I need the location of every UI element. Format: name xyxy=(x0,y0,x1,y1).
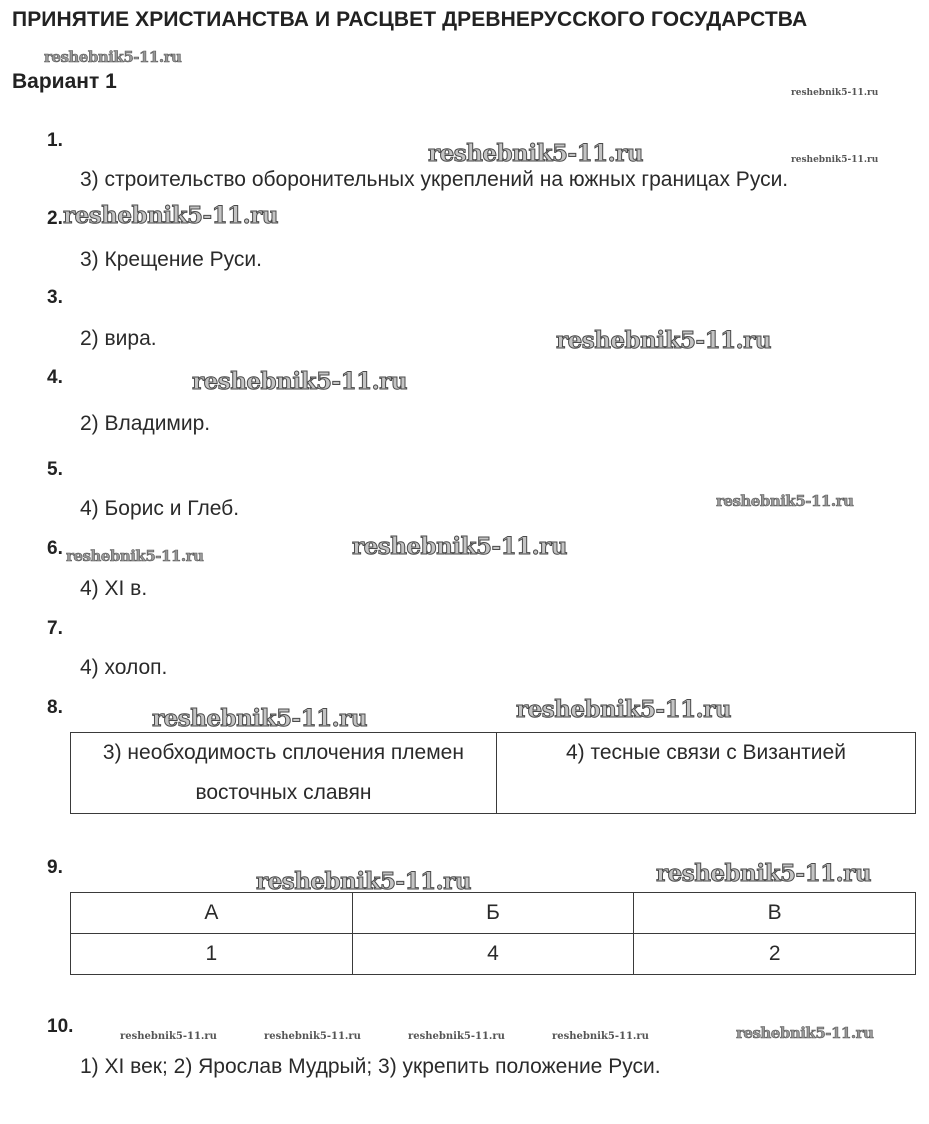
table-row xyxy=(71,934,916,975)
variant-heading: Вариант 1 xyxy=(12,70,117,93)
answer-8-cell-left: 3) необходимость сплочения племен восточных славян xyxy=(71,733,497,814)
question-number-2: 2. xyxy=(47,208,63,229)
question-number-8: 8. xyxy=(47,697,63,718)
page-title: ПРИНЯТИЕ ХРИСТИАНСТВА И РАСЦВЕТ ДРЕВНЕРУССКОГО ГОСУДАРСТВА xyxy=(12,8,808,31)
watermark: reshebnik5-11.ru xyxy=(791,155,879,165)
watermark: reshebnik5-11.ru xyxy=(736,1024,874,1042)
question-number-1: 1. xyxy=(47,130,63,151)
answer-4: 2) Владимир. xyxy=(80,412,211,435)
table-header-cell: Б xyxy=(352,893,634,934)
watermark: reshebnik5-11.ru xyxy=(66,547,204,565)
watermark: reshebnik5-11.ru xyxy=(63,202,278,229)
watermark: reshebnik5-11.ru xyxy=(120,1031,217,1042)
table-header-cell: В xyxy=(634,893,916,934)
watermark: reshebnik5-11.ru xyxy=(656,860,871,887)
watermark: reshebnik5-11.ru xyxy=(352,533,567,560)
question-number-7: 7. xyxy=(47,618,63,639)
watermark: reshebnik5-11.ru xyxy=(256,868,471,895)
watermark: reshebnik5-11.ru xyxy=(552,1031,649,1042)
watermark: reshebnik5-11.ru xyxy=(152,705,367,732)
answer-10: 1) XI век; 2) Ярослав Мудрый; 3) укрепить положение Руси. xyxy=(80,1055,661,1078)
watermark: reshebnik5-11.ru xyxy=(791,88,879,98)
answer-8-table xyxy=(70,732,916,814)
table-cell: 1 xyxy=(71,934,353,975)
watermark: reshebnik5-11.ru xyxy=(192,368,407,395)
answer-7: 4) холоп. xyxy=(80,656,168,679)
table-cell: 4 xyxy=(352,934,634,975)
answer-1: 3) строительство оборонительных укреплений на южных границах Руси. xyxy=(80,168,789,191)
answer-9-table xyxy=(70,892,916,975)
watermark: reshebnik5-11.ru xyxy=(264,1031,361,1042)
question-number-6: 6. xyxy=(47,538,63,559)
question-number-3: 3. xyxy=(47,287,63,308)
table-header-cell: А xyxy=(71,893,353,934)
answer-5: 4) Борис и Глеб. xyxy=(80,497,240,520)
answer-6: 4) XI в. xyxy=(80,577,148,600)
answer-3: 2) вира. xyxy=(80,327,157,350)
table-header-row xyxy=(71,893,916,934)
table-cell: 2 xyxy=(634,934,916,975)
question-number-5: 5. xyxy=(47,459,63,480)
question-number-10: 10. xyxy=(47,1016,74,1037)
question-number-4: 4. xyxy=(47,367,63,388)
watermark: reshebnik5-11.ru xyxy=(516,696,731,723)
watermark: reshebnik5-11.ru xyxy=(716,492,854,510)
watermark: reshebnik5-11.ru xyxy=(408,1031,505,1042)
answer-2: 3) Крещение Руси. xyxy=(80,248,262,271)
question-number-9: 9. xyxy=(47,857,63,878)
watermark: reshebnik5-11.ru xyxy=(428,140,643,167)
watermark: reshebnik5-11.ru xyxy=(556,327,771,354)
watermark: reshebnik5-11.ru xyxy=(44,48,182,66)
answer-8-cell-right: 4) тесные связи с Византией xyxy=(496,733,915,814)
